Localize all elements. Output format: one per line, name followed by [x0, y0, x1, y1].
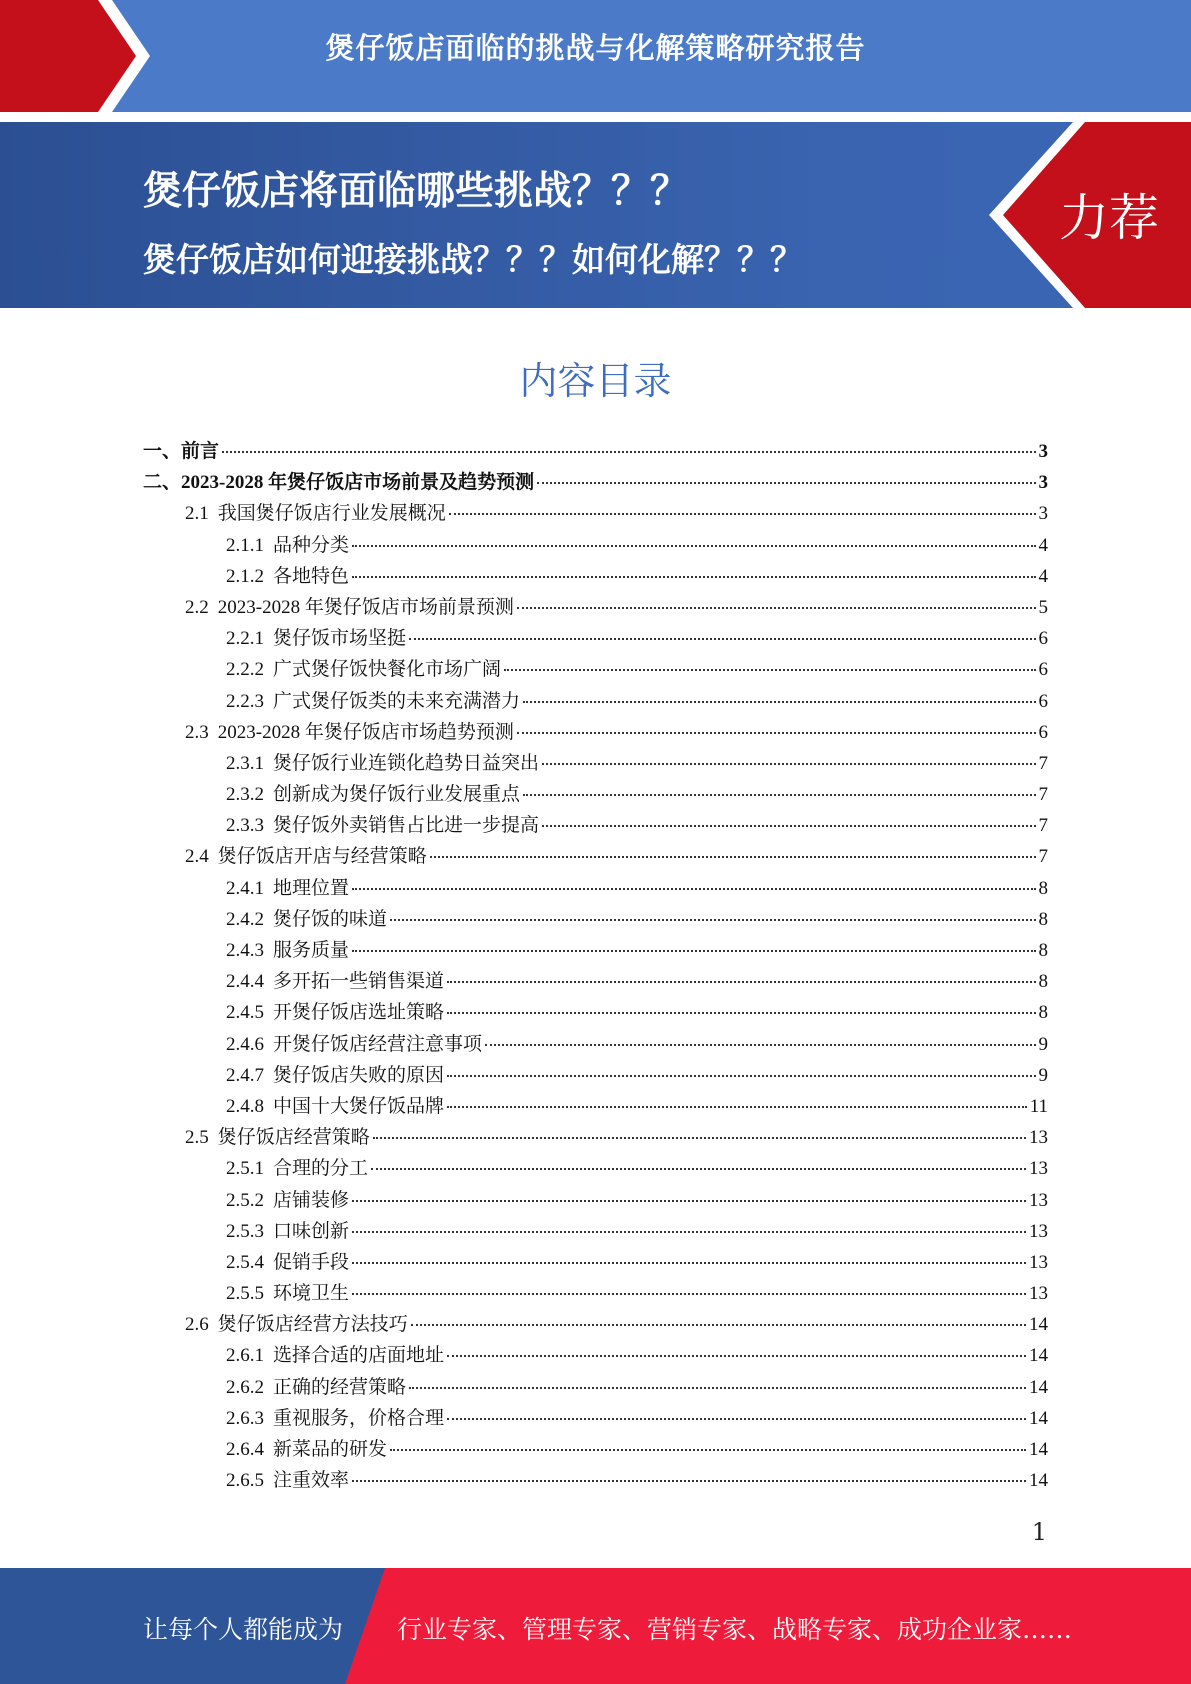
toc-entry[interactable] — [143, 1372, 1048, 1403]
toc-entry-page: 7 — [1038, 752, 1048, 774]
toc-entry[interactable] — [143, 1278, 1048, 1309]
toc-entry-label: 注重效率 — [273, 1470, 350, 1492]
toc-entry[interactable] — [143, 810, 1048, 841]
toc-entry-number: 2.4 — [185, 846, 209, 868]
toc-entry[interactable] — [143, 1434, 1048, 1465]
toc-entry-label: 创新成为煲仔饭行业发展重点 — [273, 784, 521, 806]
toc-leader-dots — [447, 1106, 1027, 1108]
toc-entry-label: 2023-2028 年煲仔饭店市场前景预测 — [217, 596, 514, 618]
toc-leader-dots — [517, 607, 1036, 609]
toc-entry[interactable] — [143, 1153, 1048, 1184]
toc-entry-label: 口味创新 — [273, 1220, 350, 1242]
toc-leader-dots — [542, 763, 1035, 765]
toc-entry-label: 合理的分工 — [273, 1158, 369, 1180]
toc-entry[interactable] — [143, 1029, 1048, 1060]
toc-entry[interactable] — [143, 623, 1048, 654]
toc-entry[interactable] — [143, 530, 1048, 561]
table-of-contents — [143, 436, 1048, 1496]
toc-leader-dots — [411, 1324, 1026, 1326]
report-title: 煲仔饭店面临的挑战与化解策略研究报告 — [325, 31, 866, 65]
toc-entry-page: 13 — [1029, 1127, 1048, 1149]
toc-entry-label: 二、2023-2028 年煲仔饭店市场前景及趋势预测 — [143, 472, 535, 494]
toc-leader-dots — [409, 1387, 1026, 1389]
toc-entry-page: 7 — [1038, 784, 1048, 806]
toc-entry-number: 2.3.2 — [226, 784, 264, 806]
toc-entry-label: 重视服务，价格合理 — [273, 1407, 445, 1429]
toc-entry-page: 8 — [1038, 908, 1048, 930]
hero-banner — [0, 122, 1191, 308]
toc-entry[interactable] — [143, 467, 1048, 498]
toc-leader-dots — [537, 482, 1035, 484]
toc-entry-page: 13 — [1029, 1189, 1048, 1211]
toc-entry-number: 2.4.6 — [226, 1033, 264, 1055]
toc-entry[interactable] — [143, 1309, 1048, 1340]
toc-entry-number: 2.4.5 — [226, 1002, 264, 1024]
toc-title: 内容目录 — [519, 359, 672, 403]
toc-leader-dots — [447, 1418, 1026, 1420]
toc-entry-label: 开煲仔饭店选址策略 — [273, 1002, 445, 1024]
toc-entry-page: 14 — [1029, 1345, 1048, 1367]
toc-entry[interactable] — [143, 654, 1048, 685]
toc-entry[interactable] — [143, 748, 1048, 779]
toc-entry-page: 7 — [1038, 846, 1048, 868]
toc-entry-number: 2.5.4 — [226, 1251, 264, 1273]
toc-entry-label: 选择合适的店面地址 — [273, 1345, 445, 1367]
toc-leader-dots — [430, 856, 1036, 858]
toc-entry-page: 14 — [1029, 1407, 1048, 1429]
toc-entry-label: 煲仔饭店经营方法技巧 — [217, 1314, 408, 1336]
toc-entry-number: 2.2.2 — [226, 659, 264, 681]
toc-entry-label: 广式煲仔饭类的未来充满潜力 — [273, 690, 521, 712]
toc-entry-page: 4 — [1038, 534, 1048, 556]
top-banner — [0, 0, 1191, 112]
toc-entry-number: 2.2.3 — [226, 690, 264, 712]
toc-entry-page: 7 — [1038, 815, 1048, 837]
toc-entry-page: 3 — [1038, 503, 1048, 525]
toc-leader-dots — [352, 1293, 1026, 1295]
toc-leader-dots — [352, 950, 1035, 952]
toc-entry-label: 促销手段 — [273, 1251, 350, 1273]
toc-entry-label: 品种分类 — [273, 534, 350, 556]
toc-entry-number: 2.6.5 — [226, 1470, 264, 1492]
toc-entry-number: 2.1.1 — [226, 534, 264, 556]
toc-entry-page: 6 — [1038, 721, 1048, 743]
toc-leader-dots — [352, 1200, 1026, 1202]
toc-entry-page: 13 — [1029, 1283, 1048, 1305]
toc-entry-number: 2.4.1 — [226, 877, 264, 899]
toc-entry-label: 煲仔饭店失败的原因 — [273, 1064, 445, 1086]
toc-entry-page: 3 — [1038, 472, 1048, 494]
toc-leader-dots — [352, 1480, 1026, 1482]
toc-entry-label: 广式煲仔饭快餐化市场广阔 — [273, 659, 502, 681]
toc-entry-label: 各地特色 — [273, 565, 350, 587]
toc-leader-dots — [447, 1355, 1026, 1357]
toc-leader-dots — [504, 669, 1035, 671]
toc-entry-label: 中国十大煲仔饭品牌 — [273, 1095, 445, 1117]
toc-leader-dots — [222, 451, 1035, 453]
toc-entry[interactable] — [143, 1465, 1048, 1496]
toc-entry-number: 2.2.1 — [226, 628, 264, 650]
toc-leader-dots — [523, 794, 1035, 796]
toc-entry-page: 9 — [1038, 1033, 1048, 1055]
toc-entry[interactable] — [143, 1122, 1048, 1153]
toc-entry[interactable] — [143, 1216, 1048, 1247]
toc-entry-label: 环境卫生 — [273, 1283, 350, 1305]
toc-entry-number: 2.4.8 — [226, 1095, 264, 1117]
toc-entry[interactable] — [143, 561, 1048, 592]
toc-leader-dots — [373, 1137, 1026, 1139]
toc-entry-page: 13 — [1029, 1251, 1048, 1273]
toc-entry[interactable] — [143, 1340, 1048, 1371]
footer-slogan-left: 让每个人都能成为 — [143, 1615, 344, 1644]
recommend-badge: 力荐 — [1059, 189, 1159, 247]
page-number: 1 — [1031, 1518, 1047, 1546]
toc-entry-number: 2.3.1 — [226, 752, 264, 774]
toc-entry[interactable] — [143, 592, 1048, 623]
toc-leader-dots — [371, 1168, 1026, 1170]
toc-entry-label: 一、前言 — [143, 441, 220, 462]
toc-entry-label: 我国煲仔饭店行业发展概况 — [217, 503, 446, 525]
toc-entry-number: 2.4.2 — [226, 908, 264, 930]
toc-entry-number: 2.1.2 — [226, 565, 264, 587]
toc-leader-dots — [352, 888, 1035, 890]
toc-leader-dots — [449, 513, 1036, 515]
toc-entry-page: 14 — [1029, 1470, 1048, 1492]
toc-entry-number: 2.6.1 — [226, 1345, 264, 1367]
toc-entry-page: 6 — [1038, 628, 1048, 650]
toc-entry-label: 店铺装修 — [273, 1189, 350, 1211]
toc-entry-page: 14 — [1029, 1314, 1048, 1336]
toc-entry[interactable] — [143, 904, 1048, 935]
toc-leader-dots — [517, 732, 1036, 734]
toc-entry[interactable] — [143, 1060, 1048, 1091]
toc-leader-dots — [447, 1012, 1035, 1014]
toc-entry-number: 2.6.2 — [226, 1376, 264, 1398]
toc-entry-number: 2.6.3 — [226, 1407, 264, 1429]
toc-entry-number: 2.4.3 — [226, 940, 264, 961]
toc-entry[interactable] — [143, 779, 1048, 810]
toc-entry-label: 多开拓一些销售渠道 — [273, 971, 445, 993]
toc-leader-dots — [409, 638, 1035, 640]
toc-entry-page: 14 — [1029, 1376, 1048, 1398]
toc-entry-page: 8 — [1038, 940, 1048, 961]
toc-entry-page: 8 — [1038, 1002, 1048, 1024]
toc-entry[interactable] — [143, 873, 1048, 904]
toc-leader-dots — [352, 1231, 1026, 1233]
toc-leader-dots — [390, 919, 1035, 921]
toc-entry-page: 8 — [1038, 877, 1048, 899]
toc-entry-page: 11 — [1029, 1095, 1048, 1117]
toc-entry-label: 煲仔饭店开店与经营策略 — [217, 846, 427, 868]
toc-entry-page: 14 — [1029, 1439, 1048, 1460]
toc-entry-number: 2.1 — [185, 503, 209, 525]
toc-entry-page: 3 — [1038, 441, 1048, 462]
toc-entry-label: 煲仔饭外卖销售占比进一步提高 — [273, 815, 540, 837]
toc-leader-dots — [352, 576, 1035, 578]
toc-entry-label: 正确的经营策略 — [273, 1376, 407, 1398]
toc-entry-label: 2023-2028 年煲仔饭店市场趋势预测 — [217, 721, 514, 743]
toc-entry[interactable] — [143, 841, 1048, 872]
footer — [0, 1568, 1191, 1684]
toc-leader-dots — [390, 1449, 1026, 1451]
hero-question-2: 煲仔饭店如何迎接挑战？？？如何化解？？？ — [143, 240, 803, 279]
toc-entry-label: 煲仔饭店经营策略 — [217, 1127, 370, 1149]
toc-entry-page: 13 — [1029, 1220, 1048, 1242]
toc-entry[interactable] — [143, 1403, 1048, 1434]
toc-entry-number: 2.3 — [185, 721, 209, 743]
toc-entry[interactable] — [143, 1247, 1048, 1278]
toc-entry-number: 2.2 — [185, 596, 209, 618]
toc-entry-number: 2.6.4 — [226, 1439, 264, 1460]
toc-entry[interactable] — [143, 498, 1048, 529]
toc-entry-label: 煲仔饭市场坚挺 — [273, 628, 407, 650]
toc-entry-number: 2.5.1 — [226, 1158, 264, 1180]
toc-entry-number: 2.3.3 — [226, 815, 264, 837]
toc-entry[interactable] — [143, 935, 1048, 966]
toc-entry-number: 2.5.2 — [226, 1189, 264, 1211]
toc-entry[interactable] — [143, 1185, 1048, 1216]
toc-entry[interactable] — [143, 966, 1048, 997]
toc-entry-page: 9 — [1038, 1064, 1048, 1086]
toc-entry-number: 2.5.3 — [226, 1220, 264, 1242]
toc-entry-page: 6 — [1038, 690, 1048, 712]
toc-entry-label: 服务质量 — [273, 940, 350, 961]
footer-slogan-right: 行业专家、管理专家、营销专家、战略专家、成功企业家…… — [397, 1615, 1073, 1644]
toc-entry-page: 13 — [1029, 1158, 1048, 1180]
toc-leader-dots — [447, 981, 1035, 983]
toc-entry[interactable] — [143, 686, 1048, 717]
toc-entry[interactable] — [143, 1091, 1048, 1122]
toc-leader-dots — [447, 1075, 1035, 1077]
toc-entry-label: 煲仔饭行业连锁化趋势日益突出 — [273, 752, 540, 774]
toc-leader-dots — [352, 1262, 1026, 1264]
toc-entry[interactable] — [143, 436, 1048, 467]
toc-leader-dots — [352, 545, 1035, 547]
toc-leader-dots — [542, 825, 1035, 827]
toc-entry-page: 8 — [1038, 971, 1048, 993]
toc-entry-number: 2.6 — [185, 1314, 209, 1336]
hero-question-1: 煲仔饭店将面临哪些挑战？？？ — [143, 169, 690, 214]
toc-entry-label: 地理位置 — [273, 877, 350, 899]
toc-entry-label: 煲仔饭的味道 — [273, 908, 388, 930]
toc-entry-page: 6 — [1038, 659, 1048, 681]
toc-entry[interactable] — [143, 717, 1048, 748]
toc-entry-number: 2.4.7 — [226, 1064, 264, 1086]
toc-entry-number: 2.4.4 — [226, 971, 264, 993]
toc-leader-dots — [485, 1044, 1035, 1046]
toc-entry-page: 4 — [1038, 565, 1048, 587]
toc-leader-dots — [523, 701, 1035, 703]
toc-entry-number: 2.5 — [185, 1127, 209, 1149]
toc-entry-number: 2.5.5 — [226, 1283, 264, 1305]
toc-entry-label: 开煲仔饭店经营注意事项 — [273, 1033, 483, 1055]
toc-entry[interactable] — [143, 997, 1048, 1028]
toc-entry-page: 5 — [1038, 596, 1048, 618]
toc-entry-label: 新菜品的研发 — [273, 1439, 388, 1460]
